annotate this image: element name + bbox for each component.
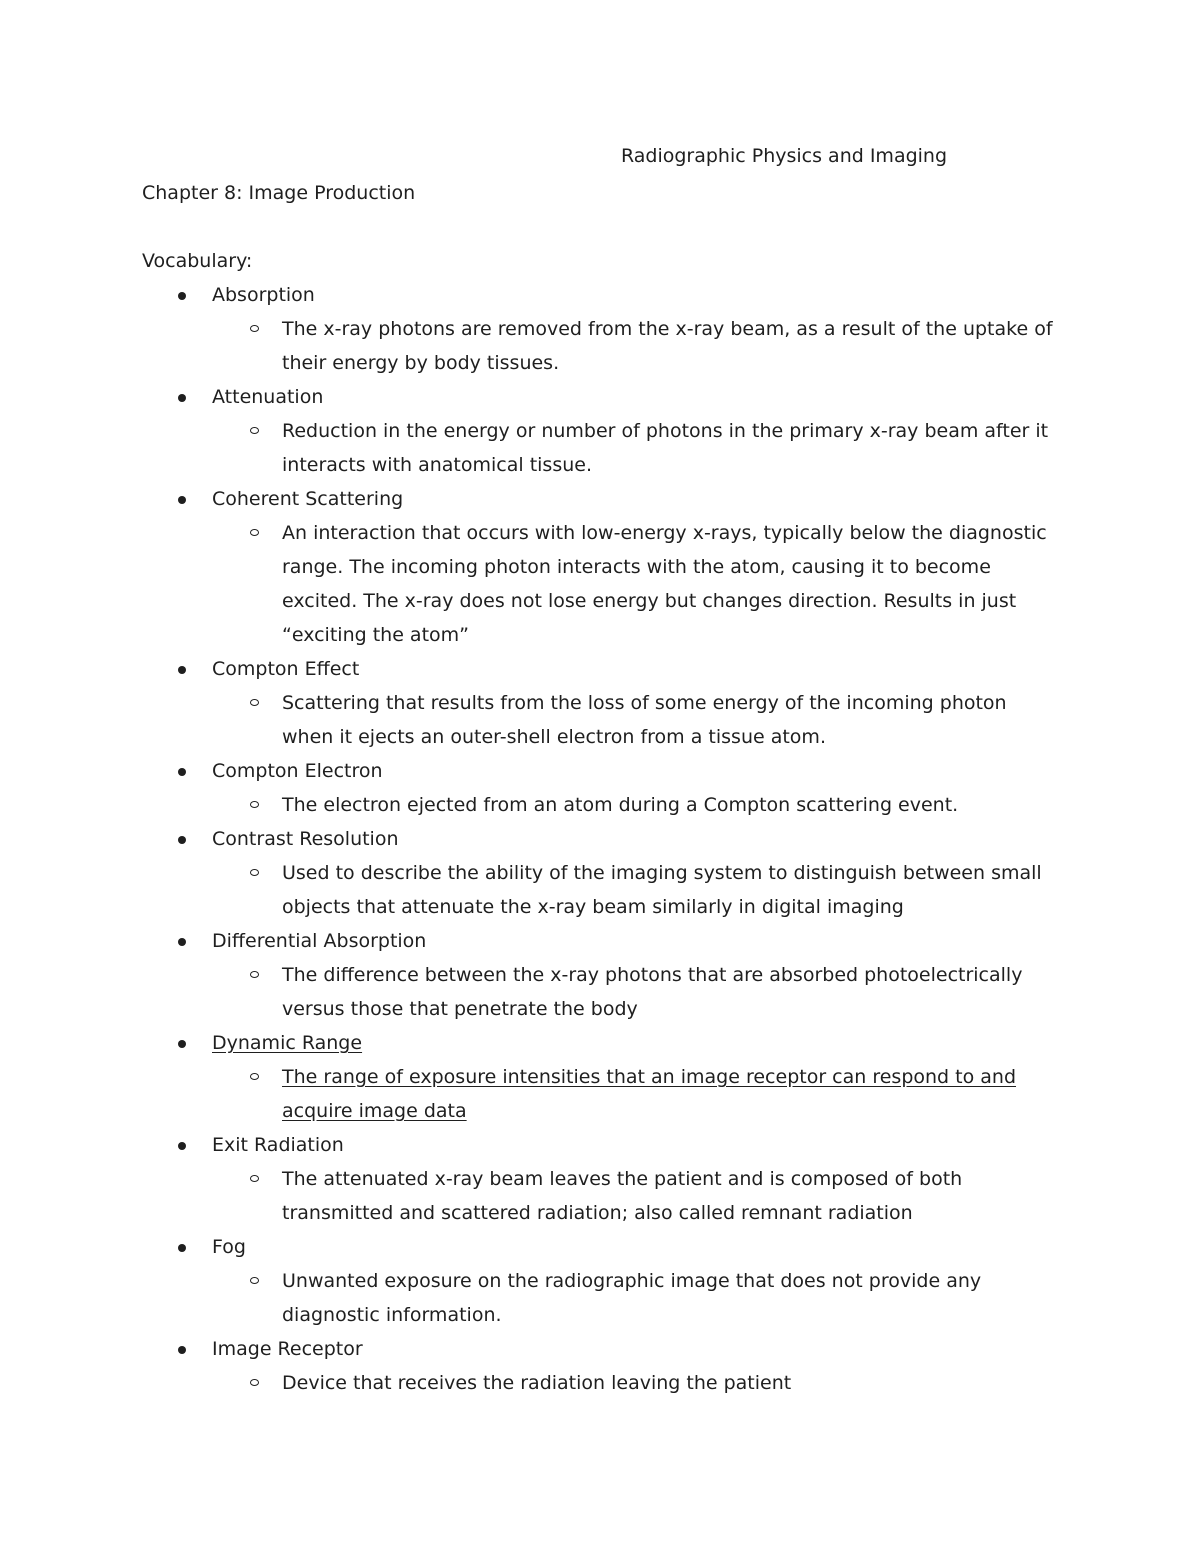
- vocab-term: Image Receptor: [212, 1338, 363, 1360]
- bullet-icon: [178, 768, 186, 776]
- vocab-term: Attenuation: [212, 386, 324, 408]
- hollow-bullet-icon: [250, 529, 259, 536]
- vocab-definition: An interaction that occurs with low-energy x-rays, typically below the diagnostic range. The incoming photon interacts with the atom, causing it to become excited. The x-ray does not lose energy but changes direction. Results in just “exciting the atom”: [282, 522, 1047, 646]
- vocab-definition: The electron ejected from an atom during a Compton scattering event.: [282, 794, 959, 816]
- hollow-bullet-icon: [250, 1277, 259, 1284]
- vocab-definition: The range of exposure intensities that an image receptor can respond to and acquire image data: [282, 1066, 1017, 1122]
- vocab-item-attenuation: [142, 380, 1072, 482]
- bullet-icon: [178, 836, 186, 844]
- vocab-definition: Scattering that results from the loss of some energy of the incoming photon when it ejects an outer-shell electron from a tissue atom.: [282, 692, 1007, 748]
- hollow-bullet-icon: [250, 971, 259, 978]
- vocab-definition: Device that receives the radiation leaving the patient: [282, 1372, 792, 1394]
- hollow-bullet-icon: [250, 427, 259, 434]
- vocabulary-list: [142, 278, 1072, 1400]
- vocab-term: Differential Absorption: [212, 930, 427, 952]
- vocab-definition: The difference between the x-ray photons that are absorbed photoelectrically versus those that penetrate the body: [282, 964, 1023, 1020]
- vocab-definition: Used to describe the ability of the imaging system to distinguish between small objects that attenuate the x-ray beam similarly in digital imaging: [282, 862, 1042, 918]
- bullet-icon: [178, 938, 186, 946]
- vocab-term: Compton Effect: [212, 658, 360, 680]
- hollow-bullet-icon: [250, 1175, 259, 1182]
- vocab-item-fog: [142, 1230, 1072, 1332]
- vocab-item-differential-absorption: [142, 924, 1072, 1026]
- vocab-term: Fog: [212, 1236, 246, 1258]
- blank-line: [142, 210, 1072, 244]
- document-body: [142, 176, 1072, 1400]
- vocab-item-contrast-resolution: [142, 822, 1072, 924]
- vocab-definition: The x-ray photons are removed from the x-ray beam, as a result of the uptake of their energy by body tissues.: [282, 318, 1053, 374]
- vocab-item-dynamic-range: [142, 1026, 1072, 1128]
- bullet-icon: [178, 1244, 186, 1252]
- chapter-heading: Chapter 8: Image Production: [142, 182, 416, 204]
- bullet-icon: [178, 1142, 186, 1150]
- bullet-icon: [178, 394, 186, 402]
- vocab-item-compton-electron: [142, 754, 1072, 822]
- vocab-term: Coherent Scattering: [212, 488, 404, 510]
- bullet-icon: [178, 496, 186, 504]
- vocab-item-absorption: [142, 278, 1072, 380]
- vocab-item-coherent-scattering: [142, 482, 1072, 652]
- vocabulary-heading: Vocabulary:: [142, 250, 253, 272]
- bullet-icon: [178, 292, 186, 300]
- bullet-icon: [178, 1040, 186, 1048]
- vocab-item-exit-radiation: [142, 1128, 1072, 1230]
- vocab-item-compton-effect: [142, 652, 1072, 754]
- hollow-bullet-icon: [250, 801, 259, 808]
- hollow-bullet-icon: [250, 1073, 259, 1080]
- vocab-term: Contrast Resolution: [212, 828, 399, 850]
- vocab-term: Compton Electron: [212, 760, 383, 782]
- vocab-definition: Unwanted exposure on the radiographic image that does not provide any diagnostic information.: [282, 1270, 982, 1326]
- hollow-bullet-icon: [250, 1379, 259, 1386]
- vocab-term: Absorption: [212, 284, 315, 306]
- bullet-icon: [178, 666, 186, 674]
- hollow-bullet-icon: [250, 699, 259, 706]
- vocab-term: Exit Radiation: [212, 1134, 344, 1156]
- vocab-item-image-receptor: [142, 1332, 1072, 1400]
- hollow-bullet-icon: [250, 325, 259, 332]
- document-title: Radiographic Physics and Imaging: [620, 145, 948, 167]
- vocab-definition: Reduction in the energy or number of photons in the primary x-ray beam after it interacts with anatomical tissue.: [282, 420, 1049, 476]
- vocab-term: Dynamic Range: [212, 1032, 363, 1054]
- vocab-definition: The attenuated x-ray beam leaves the patient and is composed of both transmitted and scattered radiation; also called remnant radiation: [282, 1168, 963, 1224]
- hollow-bullet-icon: [250, 869, 259, 876]
- bullet-icon: [178, 1346, 186, 1354]
